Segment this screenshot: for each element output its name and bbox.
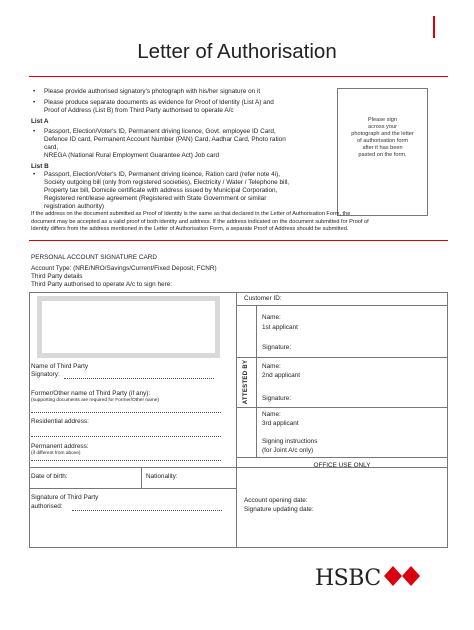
signing-instructions-label: Signing instructions [262,438,318,445]
joint-ac-note: (for Joint A/c only) [262,447,314,454]
former-name-field[interactable] [31,412,221,413]
list-b-line: Passport, Election/Voter's ID, Permanent driving licence, Ration card (refer note 4i), [44,171,281,178]
row-divider [29,488,236,489]
former-name-label: Former/Other name of Third Party (if any): [31,390,151,397]
nationality-label: Nationality: [146,473,178,480]
bullet-dot: • [33,128,36,135]
list-b-line: registration authority) [44,203,105,210]
applicant3-name-label: Name: [262,411,281,418]
title-rule [29,76,448,77]
name-of-third-party-label: Name of Third Party [31,363,89,370]
office-use-only: OFFICE USE ONLY [313,462,371,469]
authorised-label: authorised: [31,503,63,510]
list-b-line: Registered rent/lease agreement (Registered with State Government or similar [44,195,267,202]
applicant1-label: 1st applicant [262,324,298,331]
signature-area[interactable] [42,301,215,353]
list-b-line: Society outgoing bill (only from registered societies), Electricity / Water / Telephone bill, [44,179,290,186]
bullet-dot: • [33,88,36,95]
instruction-photo: Please provide authorised signatory's photograph with his/her signature on it [44,88,261,95]
photo-instructions: Please sign across your photograph and the letter of authorisation form after it has been pasted on the form. [351,117,414,158]
list-a-line: Defence ID card, Permanent Account Number (PAN) Card, Aadhar Card, Photo ration [44,136,286,143]
account-type: Account Type: (NRE/NRO/Savings/Current/Fixed Deposit, FCNR) [31,265,217,272]
photograph-box [337,88,428,216]
applicant2-label: 2nd applicant [262,372,301,379]
row-divider [236,357,448,358]
address-note: If the address on the document submitted as Proof of Identity is the same as that declared in the Letter of Authorisation Form, the document may be accepted as a valid proof of both identity and address. If the address indicated on the document submitted for Proof of Identity differs from the address mentioned in the Letter of Authorisation Form, a separate Proof of Address should be submitted. [31,211,369,233]
signatory-label: Signatory: [31,371,60,378]
column-divider [236,292,237,548]
signature-third-party-label: Signature of Third Party [31,494,99,501]
applicant2-signature-label: Signature: [262,395,292,402]
instruction-proof-cont: Proof of Address (List B) from Third Party authorised to operate A/c [44,107,234,114]
third-party-signature-box[interactable] [37,296,220,358]
applicant2-name-label: Name: [262,363,281,370]
residential-address-field[interactable] [31,436,221,437]
section-rule [29,240,448,241]
residential-address-label: Residential address: [31,418,89,425]
list-a-heading: List A [31,118,49,125]
customer-id-label: Customer ID: [244,295,282,302]
bullet-dot: • [33,171,36,178]
bullet-dot: • [33,99,36,106]
applicant1-signature-label: Signature: [262,344,292,351]
third-party-details: Third Party details [31,273,83,280]
hsbc-hexagon-icon [384,566,420,586]
instruction-proof: Please produce separate documents as evidence for Proof of Identity (List A) and [44,99,274,106]
attested-by-label: ATTESTED BY [243,359,249,405]
permanent-address-label: Permanent address: [31,443,89,450]
top-red-accent [433,16,435,38]
list-a-line: Passport, Election/Voter's ID, Permanent driving licence, Govt. employee ID Card, [44,128,276,135]
permanent-address-note: (if different from above) [31,451,81,456]
row-divider [236,457,448,458]
list-a-line: NREGA (National Rural Employment Guarantee Act) Job card [44,152,220,159]
former-name-note: (supporting documents are required for Former/Other name) [31,398,159,403]
row-divider [236,407,448,408]
row-divider [236,305,448,306]
page-title: Letter of Authorisation [137,40,337,63]
column-divider [141,467,142,488]
account-opening-date: Account opening date: [244,497,308,504]
list-a-line: card, [44,144,59,151]
date-of-birth-label: Date of birth: [31,473,68,480]
list-b-line: Property tax bill, Domicile certificate with address issued by Municipal Corporation, [44,187,278,194]
authorised-signature-field[interactable] [72,510,222,511]
third-party-sign-here: Third Party authorised to operate A/c to sign here: [31,281,173,288]
applicant1-name-label: Name: [262,314,281,321]
signature-updating-date: Signature updating date: [244,506,314,513]
permanent-address-field[interactable] [31,460,221,461]
list-b-heading: List B [31,163,49,170]
applicant3-label: 3rd applicant [262,420,299,427]
column-divider [256,305,257,457]
signatory-field[interactable] [64,378,214,379]
hsbc-logo-text: HSBC [315,566,381,591]
card-heading: PERSONAL ACCOUNT SIGNATURE CARD [31,254,157,261]
